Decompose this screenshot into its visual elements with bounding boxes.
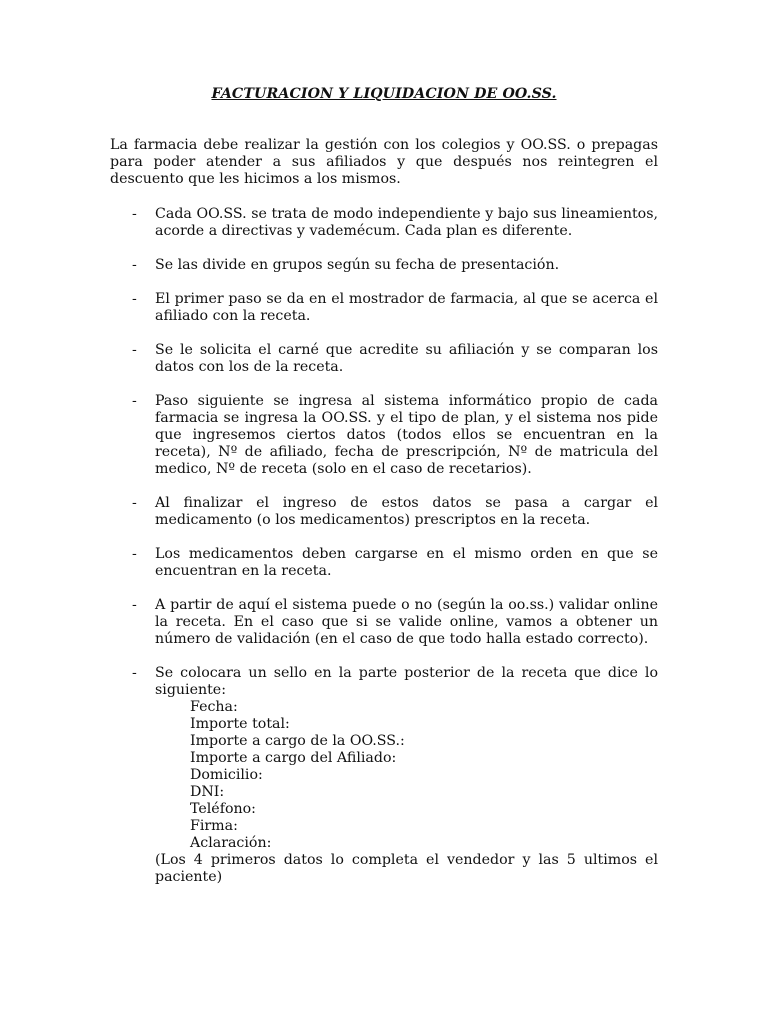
list-item-text: El primer paso se da en el mostrador de farmacia, al que se acerca el afiliado con la receta. — [155, 291, 658, 324]
list-item-text: Cada OO.SS. se trata de modo independiente y bajo sus lineamientos, acorde a directivas y vademécum. Cada plan es diferente. — [155, 206, 658, 239]
stamp-field: Importe total: — [190, 716, 290, 732]
list-item — [110, 393, 658, 478]
list-item-stamp — [110, 665, 658, 886]
document-title: FACTURACION Y LIQUIDACION DE OO.SS. — [211, 86, 557, 102]
list-item — [110, 291, 658, 325]
list-item-text: Paso siguiente se ingresa al sistema informático propio de cada farmacia se ingresa la OO.SS. y el tipo de plan, y el sistema nos pide que ingresemos ciertos datos (todos ellos se encuentran en la receta), Nº de afiliado, fecha de prescripción, Nº de matricula del medico, Nº de receta (solo en el caso de recetarios). — [155, 393, 658, 477]
list-item — [110, 495, 658, 529]
list-item-text: Se le solicita el carné que acredite su afiliación y se comparan los datos con los de la receta. — [155, 342, 658, 375]
bullet-dash: - — [132, 291, 137, 307]
stamp-field: DNI: — [190, 784, 225, 800]
stamp-fields-list — [155, 699, 658, 852]
list-item — [110, 342, 658, 376]
steps-list — [110, 206, 658, 903]
list-item — [110, 206, 658, 240]
bullet-dash: - — [132, 546, 137, 562]
stamp-note: (Los 4 primeros datos lo completa el vendedor y las 5 ultimos el paciente) — [155, 852, 658, 885]
stamp-field: Aclaración: — [190, 835, 272, 851]
list-item — [110, 257, 658, 274]
stamp-field: Fecha: — [190, 699, 238, 715]
list-item — [110, 546, 658, 580]
list-item-text: Los medicamentos deben cargarse en el mismo orden en que se encuentran en la receta. — [155, 546, 658, 579]
bullet-dash: - — [132, 393, 137, 409]
stamp-field: Domicilio: — [190, 767, 263, 783]
bullet-dash: - — [132, 257, 137, 273]
intro-paragraph: La farmacia debe realizar la gestión con los colegios y OO.SS. o prepagas para poder atender a sus afiliados y que después nos reintegren el descuento que les hicimos a los mismos. — [110, 137, 658, 187]
stamp-field: Importe a cargo del Afiliado: — [190, 750, 397, 766]
stamp-field: Importe a cargo de la OO.SS.: — [190, 733, 405, 749]
list-item-text: A partir de aquí el sistema puede o no (según la oo.ss.) validar online la receta. En el caso que si se valide online, vamos a obtener un número de validación (en el caso de que todo halla estado correcto). — [155, 597, 658, 647]
stamp-field: Firma: — [190, 818, 238, 834]
bullet-dash: - — [132, 342, 137, 358]
bullet-dash: - — [132, 206, 137, 222]
list-item — [110, 597, 658, 648]
stamp-description: Se colocara un sello en la parte posterior de la receta que dice lo siguiente: — [155, 665, 658, 698]
list-item-text: Se las divide en grupos según su fecha de presentación. — [155, 257, 560, 273]
bullet-dash: - — [132, 665, 137, 681]
bullet-dash: - — [132, 495, 137, 511]
bullet-dash: - — [132, 597, 137, 613]
stamp-field: Teléfono: — [190, 801, 256, 817]
list-item-text: Al finalizar el ingreso de estos datos se pasa a cargar el medicamento (o los medicamentos) prescriptos en la receta. — [155, 495, 658, 528]
